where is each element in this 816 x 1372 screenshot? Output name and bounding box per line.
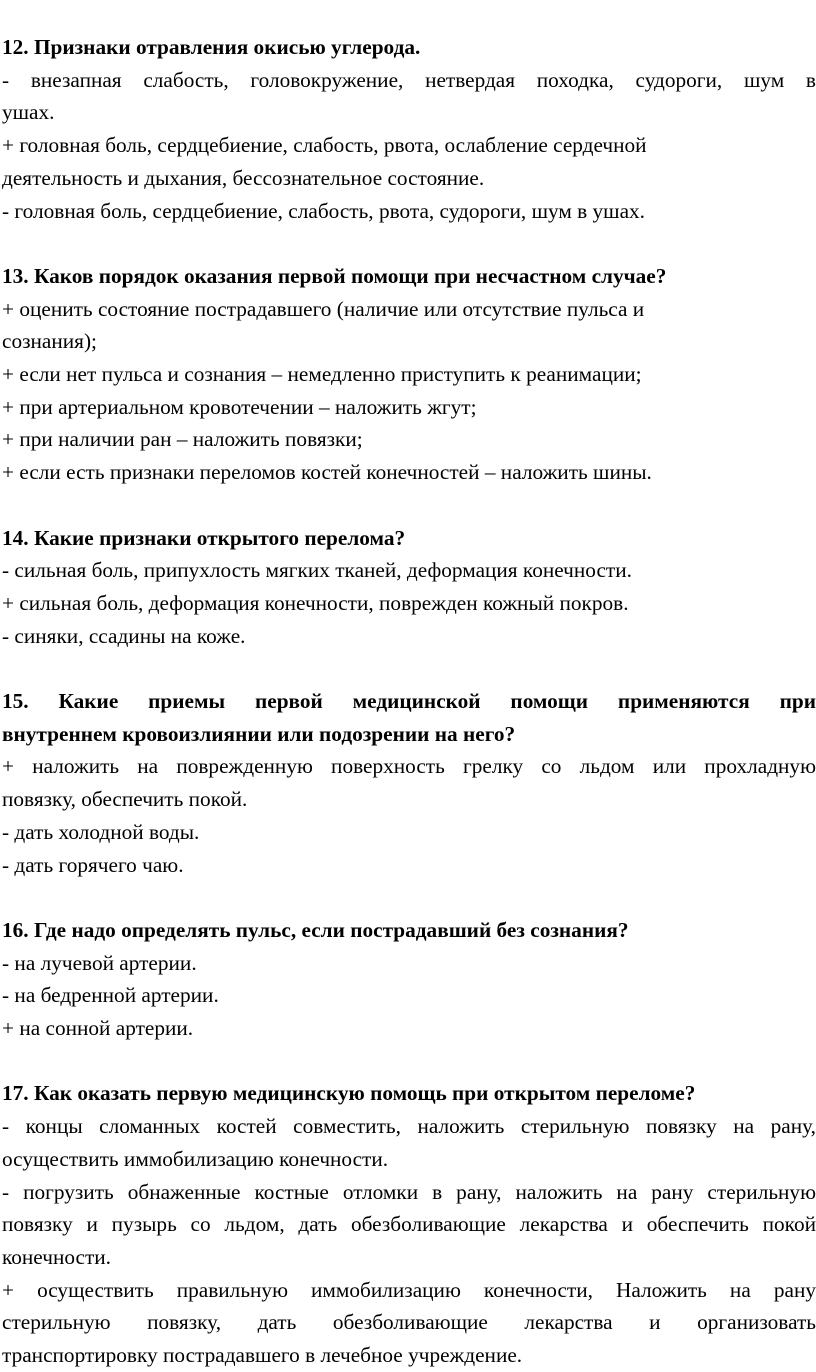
answer-option bbox=[2, 358, 816, 391]
answer-line: повязку, обеспечить покой. bbox=[2, 787, 248, 812]
question-17 bbox=[2, 1077, 816, 1371]
answer-option bbox=[2, 947, 816, 980]
answer-option bbox=[2, 979, 816, 1012]
answer-option bbox=[2, 587, 816, 620]
question-12 bbox=[2, 31, 816, 227]
question-14 bbox=[2, 522, 816, 653]
answer-line: конечности. bbox=[2, 1244, 112, 1269]
answer-line: - внезапная слабость, головокружение, нетвердая походка, судороги, шум в bbox=[2, 67, 816, 92]
answer-line: - дать горячего чаю. bbox=[2, 852, 184, 877]
answer-line: - сильная боль, припухлость мягких тканей, деформация конечности. bbox=[2, 558, 632, 583]
answer-option bbox=[2, 1012, 816, 1045]
answer-line: - концы сломанных костей совместить, наложить стерильную повязку на рану, bbox=[2, 1114, 816, 1139]
question-13 bbox=[2, 260, 816, 489]
answer-option bbox=[2, 293, 816, 358]
answer-line: повязку и пузырь со льдом, дать обезболивающие лекарства и обеспечить покой bbox=[2, 1212, 816, 1237]
question-title: 14. Какие признаки открытого перелома? bbox=[2, 525, 406, 550]
answer-line: + осуществить правильную иммобилизацию конечности, Наложить на рану bbox=[2, 1277, 816, 1302]
answer-option bbox=[2, 849, 816, 882]
question-title: 12. Признаки отравления окисью углерода. bbox=[2, 35, 421, 59]
answer-line: стерильную повязку, дать обезболивающие лекарства и организовать bbox=[2, 1310, 816, 1335]
answer-line: + головная боль, сердцебиение, слабость, рвота, ослабление сердечной bbox=[2, 133, 647, 158]
answer-option bbox=[2, 554, 816, 587]
answer-line: деятельность и дыхания, бессознательное состояние. bbox=[2, 165, 485, 190]
answer-line: - головная боль, сердцебиение, слабость, рвота, судороги, шум в ушах. bbox=[2, 198, 646, 223]
answer-line: - на бедренной артерии. bbox=[2, 983, 219, 1008]
answer-option bbox=[2, 129, 816, 194]
answer-line: + при наличии ран – наложить повязки; bbox=[2, 427, 363, 452]
answer-option bbox=[2, 391, 816, 424]
answer-option bbox=[2, 620, 816, 653]
answer-line: транспортировку пострадавшего в лечебное учреждение. bbox=[2, 1343, 523, 1368]
question-title-line: 15. Какие приемы первой медицинской помощи применяются при bbox=[2, 689, 816, 714]
answer-line: - синяки, ссадины на коже. bbox=[2, 623, 246, 648]
answer-option bbox=[2, 456, 816, 489]
answer-option bbox=[2, 1176, 816, 1274]
answer-option bbox=[2, 64, 816, 129]
answer-line: + наложить на поврежденную поверхность грелку со льдом или прохладную bbox=[2, 754, 816, 779]
answer-line: - погрузить обнаженные костные отломки в рану, наложить на рану стерильную bbox=[2, 1179, 816, 1204]
question-16 bbox=[2, 914, 816, 1045]
question-title: 17. Как оказать первую медицинскую помощь при открытом переломе? bbox=[2, 1081, 696, 1106]
answer-line: + если нет пульса и сознания – немедленно приступить к реанимации; bbox=[2, 362, 642, 387]
answer-line: осуществить иммобилизацию конечности. bbox=[2, 1146, 389, 1171]
answer-option bbox=[2, 423, 816, 456]
answer-option bbox=[2, 750, 816, 815]
answer-line: - на лучевой артерии. bbox=[2, 950, 197, 975]
answer-option bbox=[2, 1110, 816, 1175]
answer-option bbox=[2, 195, 816, 228]
question-title-line: внутреннем кровоизлиянии или подозрении на него? bbox=[2, 721, 516, 746]
answer-line: - дать холодной воды. bbox=[2, 819, 200, 844]
question-title: 16. Где надо определять пульс, если пострадавший без сознания? bbox=[2, 917, 629, 942]
question-15 bbox=[2, 685, 816, 881]
answer-line: + сильная боль, деформация конечности, поврежден кожный покров. bbox=[2, 590, 629, 615]
answer-option bbox=[2, 1274, 816, 1372]
answer-line: + на сонной артерии. bbox=[2, 1016, 194, 1041]
answer-line: + если есть признаки переломов костей конечностей – наложить шины. bbox=[2, 460, 652, 485]
question-title: 13. Каков порядок оказания первой помощи при несчастном случае? bbox=[2, 263, 667, 288]
answer-option bbox=[2, 816, 816, 849]
answer-line: сознания); bbox=[2, 329, 97, 354]
answer-line: + оценить состояние пострадавшего (наличие или отсутствие пульса и bbox=[2, 296, 645, 321]
question-title bbox=[2, 685, 816, 750]
answer-line: ушах. bbox=[2, 100, 55, 125]
answer-line: + при артериальном кровотечении – наложить жгут; bbox=[2, 394, 477, 419]
